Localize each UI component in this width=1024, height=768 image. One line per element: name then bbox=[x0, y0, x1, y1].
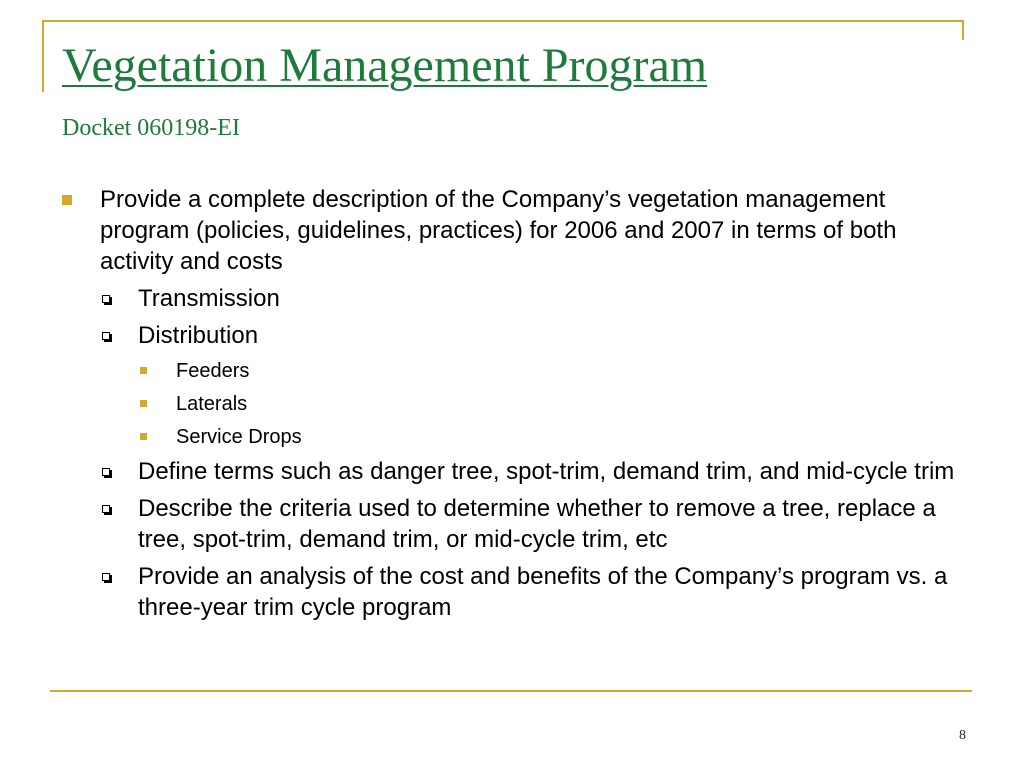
top-left-frame-vertical bbox=[42, 20, 44, 92]
sub-item-text: Provide an analysis of the cost and benefits of the Company’s program vs. a three-year trim cycle program bbox=[138, 563, 948, 621]
sub-item-criteria bbox=[62, 493, 962, 555]
page-number: 8 bbox=[959, 728, 966, 743]
hollow-square-bullet-icon bbox=[102, 295, 110, 303]
distribution-item-laterals bbox=[62, 390, 962, 418]
distribution-item-feeders bbox=[62, 357, 962, 385]
distribution-item-text: Service Drops bbox=[176, 426, 302, 448]
main-bullet-text: Provide a complete description of the Company’s vegetation management program (policies, guidelines, practices) for 2006 and 2007 in terms of both activity and costs bbox=[100, 186, 897, 275]
main-bullet-item bbox=[62, 184, 962, 277]
small-square-bullet-icon bbox=[140, 400, 147, 407]
distribution-item-service-drops bbox=[62, 423, 962, 451]
slide-body bbox=[62, 184, 962, 629]
sub-item-text: Distribution bbox=[138, 322, 259, 349]
slide-subtitle: Docket 060198-EI bbox=[62, 115, 240, 141]
distribution-item-text: Laterals bbox=[176, 393, 248, 415]
sub-item-text: Transmission bbox=[138, 285, 280, 312]
sub-item-text: Describe the criteria used to determine whether to remove a tree, replace a tree, spot-trim, demand trim, or mid-cycle trim, etc bbox=[138, 495, 936, 553]
sub-item-text: Define terms such as danger tree, spot-trim, demand trim, and mid-cycle trim bbox=[138, 458, 955, 485]
square-bullet-icon bbox=[62, 195, 72, 205]
distribution-item-text: Feeders bbox=[176, 360, 250, 382]
hollow-square-bullet-icon bbox=[102, 573, 110, 581]
top-right-frame-vertical bbox=[962, 20, 964, 40]
slide-title: Vegetation Management Program bbox=[62, 39, 708, 92]
hollow-square-bullet-icon bbox=[102, 468, 110, 476]
hollow-square-bullet-icon bbox=[102, 332, 110, 340]
sub-item-transmission bbox=[62, 283, 962, 314]
top-frame-line bbox=[42, 20, 964, 22]
hollow-square-bullet-icon bbox=[102, 505, 110, 513]
footer-divider bbox=[50, 690, 972, 692]
small-square-bullet-icon bbox=[140, 367, 147, 374]
sub-item-distribution bbox=[62, 320, 962, 351]
sub-item-define-terms bbox=[62, 456, 962, 487]
sub-item-analysis bbox=[62, 561, 962, 623]
small-square-bullet-icon bbox=[140, 433, 147, 440]
